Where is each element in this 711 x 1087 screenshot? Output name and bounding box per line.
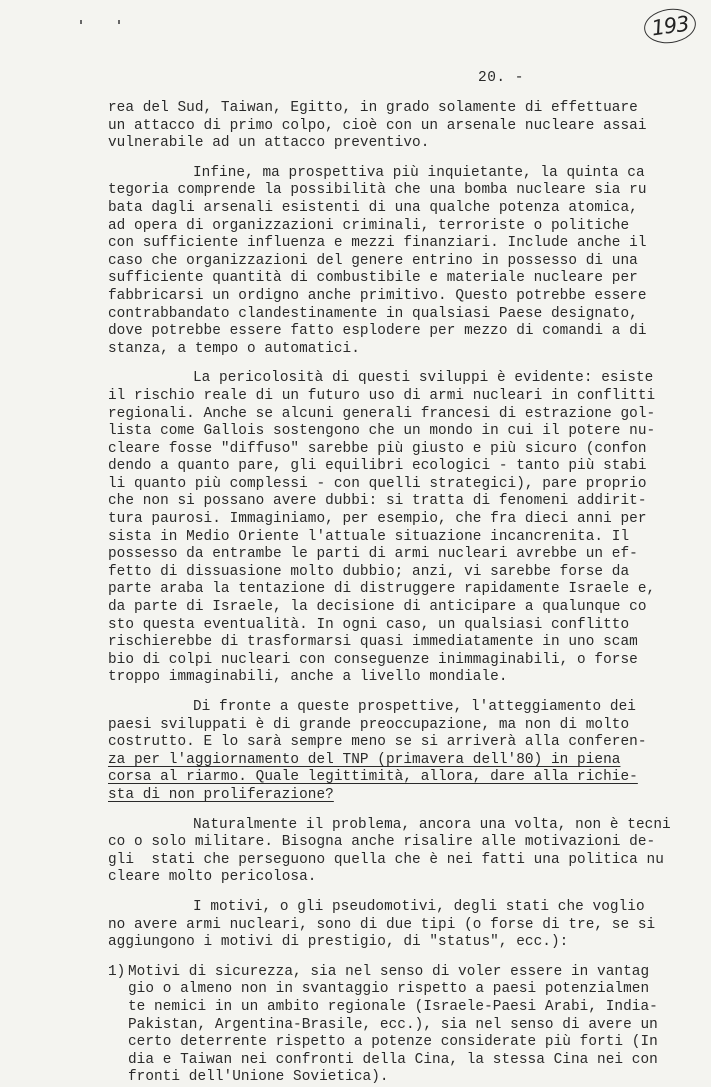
text-line: cleare molto pericolosa. (108, 869, 317, 886)
paragraph (108, 816, 671, 887)
text-line: costrutto. E lo sarà sempre meno se si arriverà alla conferen- (108, 734, 647, 751)
paragraph (108, 899, 668, 952)
underlined-text-line: corsa al riarmo. Quale legittimità, allora, dare alla richie- (108, 769, 638, 786)
text-line: dove potrebbe essere fatto esplodere per mezzo di comandi a di (108, 323, 647, 340)
text-line: possesso da entrambe le parti di armi nucleari avrebbe un ef- (108, 546, 638, 563)
underlined-text-line: za per l'aggiornamento del TNP (primavera dell'80) in piena (108, 751, 621, 768)
text-line: cleare fosse "diffuso" sarebbe più giusto e più sicuro (confon (108, 440, 647, 457)
text-line: lista come Gallois sostengono che un mondo in cui il potere nu- (108, 423, 656, 440)
text-line: Infine, ma prospettiva più inquietante, la quinta ca (193, 164, 645, 181)
text-line: che non si possano avere dubbi: si tratta di fenomeni addirit- (108, 493, 647, 510)
text-line: rischierebbe di trasformarsi quasi immediatamente in uno scam (108, 634, 638, 651)
text-line: bata dagli arsenali esistenti di una qualche potenza atomica, (108, 199, 638, 216)
text-line: Di fronte a queste prospettive, l'atteggiamento dei (193, 699, 636, 715)
text-line: rea del Sud, Taiwan, Egitto, in grado solamente di effettuare (108, 100, 638, 116)
text-line: gio o almeno non in svantaggio rispetto a paesi potenzialmen (128, 981, 650, 998)
list-number: 1) (108, 963, 126, 980)
text-line: gli stati che perseguono quella che è nei fatti una politica nu (108, 851, 664, 868)
text-line: vulnerabile ad un attacco preventivo. (108, 135, 430, 152)
text-line: Motivi di sicurezza, sia nel senso di voler essere in vantag (128, 963, 650, 980)
paragraph (108, 370, 668, 687)
text-line: Pakistan, Argentina-Brasile, ecc.), sia nel senso di avere un (128, 1016, 658, 1033)
text-line: fronti dell'Unione Sovietica). (128, 1069, 389, 1086)
text-line: caso che organizzazioni del genere entrino in possesso di una (108, 252, 638, 269)
text-line: dendo a quanto pare, gli equilibri ecologici - tanto più stabi (108, 458, 647, 475)
text-line: I motivi, o gli pseudomotivi, degli stati che voglio (193, 898, 645, 915)
text-line: da parte di Israele, la decisione di anticipare a qualunque co (108, 599, 647, 616)
text-line: stanza, a tempo o automatici. (108, 340, 360, 357)
text-line: Naturalmente il problema, ancora una volta, non è tecni (193, 816, 671, 833)
text-line: aggiungono i motivi di prestigio, di "status", ecc.): (108, 934, 569, 951)
text-line: fetto di dissuasione molto dubbio; anzi, vi sarebbe forse da (108, 563, 630, 580)
underlined-text-line: sta di non proliferazione? (108, 786, 334, 803)
text-line: paesi sviluppati è di grande preoccupazione, ma non di molto (108, 716, 630, 733)
document-body (108, 100, 671, 1087)
text-line: bio di colpi nucleari con conseguenze inimmaginabili, o forse (108, 651, 638, 668)
text-line: troppo immaginabili, anche a livello mondiale. (108, 669, 508, 686)
text-line: tegoria comprende la possibilità che una bomba nucleare sia ru (108, 182, 647, 199)
text-line: tura paurosi. Immaginiamo, per esempio, che fra dieci anni per (108, 511, 647, 528)
paragraph (108, 100, 668, 153)
paragraph (108, 699, 668, 805)
text-line: il rischio reale di un futuro uso di armi nucleari in conflitti (108, 387, 656, 404)
text-line: contrabbandato clandestinamente in qualsiasi Paese designato, (108, 305, 638, 322)
text-line: sto questa eventualità. In ogni caso, un qualsiasi conflitto (108, 616, 630, 633)
list-item (108, 964, 668, 1087)
scan-mark (118, 20, 120, 24)
archive-stamp (642, 6, 698, 47)
text-line: li quanto più complessi - con quelli strategici), pare proprio (108, 475, 647, 492)
text-line: ad opera di organizzazioni criminali, terroriste o politiche (108, 217, 630, 234)
text-line: fabbricarsi un ordigno anche primitivo. Questo potrebbe essere (108, 287, 647, 304)
text-line: con sufficiente influenza e mezzi finanziari. Include anche il (108, 235, 647, 252)
archive-stamp-number: 193 (649, 11, 691, 41)
text-line: La pericolosità di questi sviluppi è evidente: esiste (193, 370, 654, 387)
page-number: 20. - (478, 70, 525, 86)
text-line: regionali. Anche se alcuni generali francesi di estrazione gol- (108, 405, 656, 422)
text-line: un attacco di primo colpo, cioè con un arsenale nucleare assai (108, 117, 647, 134)
text-line: no avere armi nucleari, sono di due tipi (o forse di tre, se si (108, 916, 656, 933)
paragraph (108, 165, 668, 359)
text-line: dia e Taiwan nei confronti della Cina, la stessa Cina nei con (128, 1051, 658, 1068)
text-line: te nemici in un ambito regionale (Israele-Paesi Arabi, India- (128, 998, 658, 1015)
scan-mark (80, 20, 82, 24)
text-line: co o solo militare. Bisogna anche risalire alle motivazioni de- (108, 834, 656, 851)
text-line: parte araba la tentazione di distruggere rapidamente Israele e, (108, 581, 656, 598)
text-line: sufficiente quantità di combustibile e materiale nucleare per (108, 270, 638, 287)
text-line: sista in Medio Oriente l'attuale situazione incancrenita. Il (108, 528, 630, 545)
text-line: certo deterrente rispetto a potenze considerate più forti (In (128, 1034, 658, 1051)
